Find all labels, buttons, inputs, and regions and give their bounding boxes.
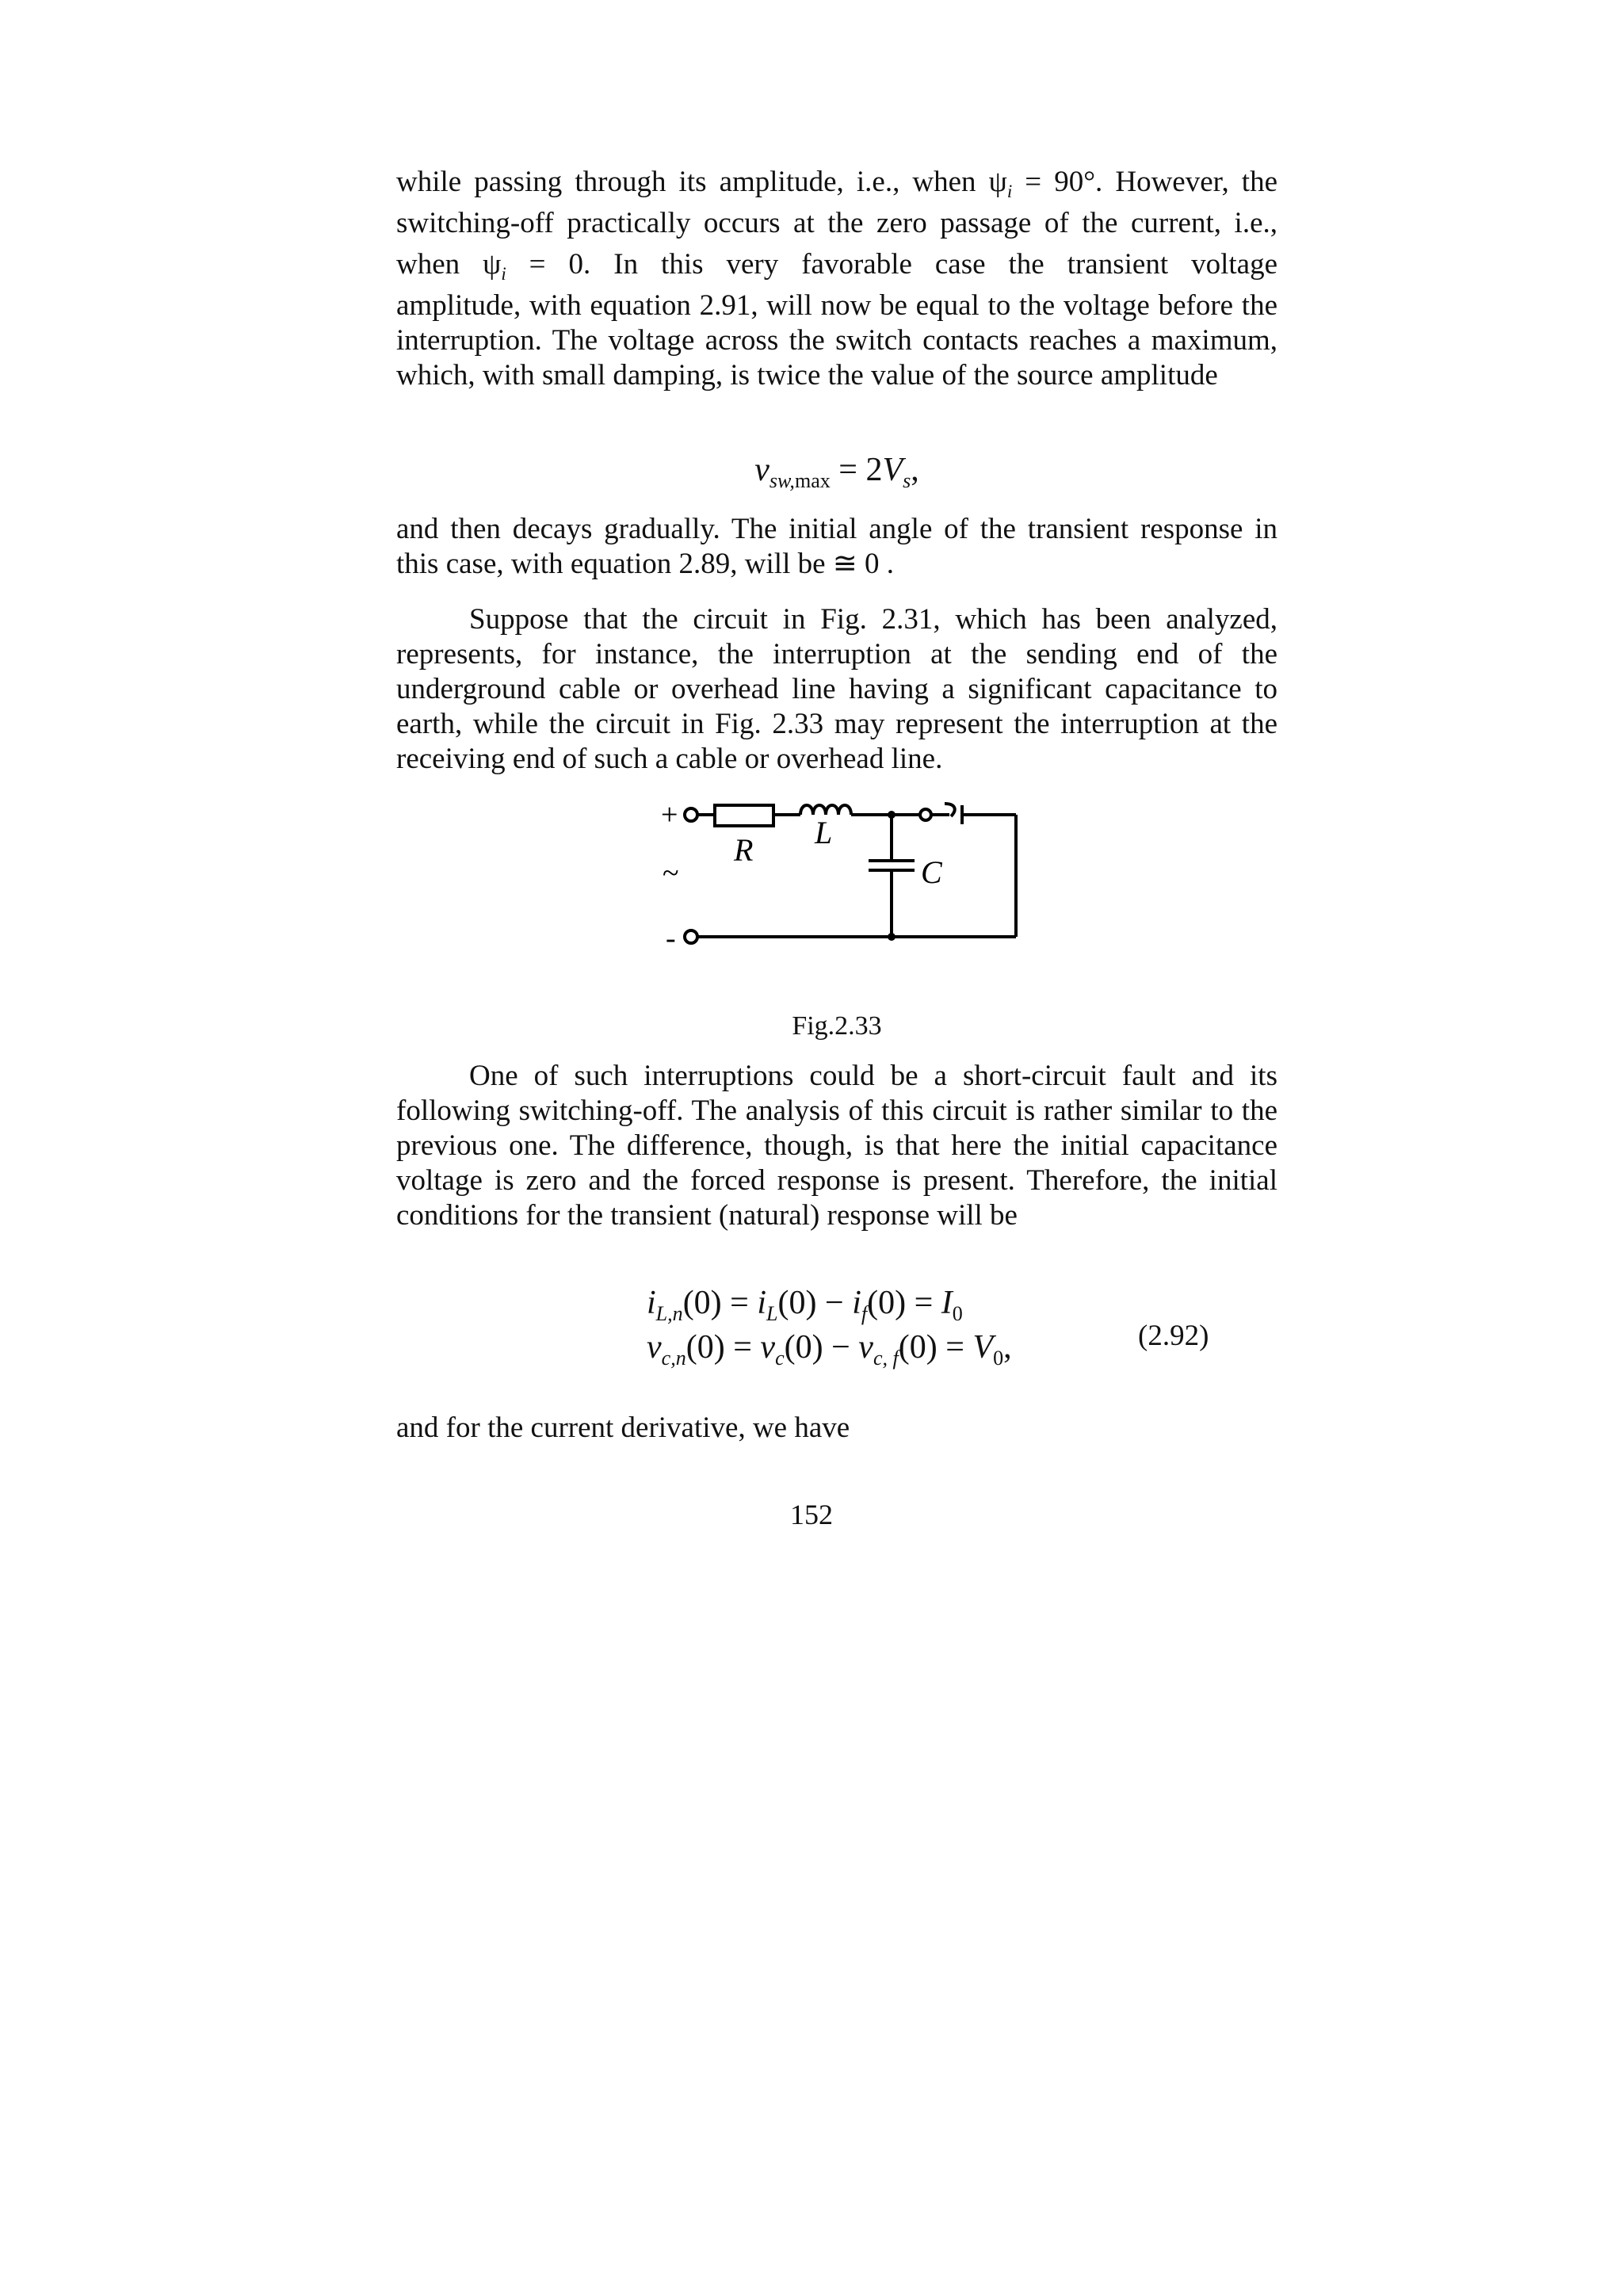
eq-symbol: I <box>941 1285 953 1321</box>
eq-subscript: L <box>766 1302 778 1326</box>
label-L: L <box>815 815 833 850</box>
eq-operator: (0) = <box>682 1285 758 1321</box>
paragraph-1 <box>396 162 1277 393</box>
eq-punctuation: , <box>911 452 919 488</box>
switch-contact <box>920 809 931 820</box>
label-plus: + <box>661 798 678 831</box>
page-number: 152 <box>790 1499 833 1530</box>
equation-number: (2.92) <box>1138 1320 1209 1352</box>
eq-operator: (0) = <box>898 1329 973 1366</box>
text: = 0. In this very favorable case the transient voltage <box>529 248 1277 281</box>
label-tilde: ~ <box>663 857 679 890</box>
paragraph-5 <box>396 1411 1277 1446</box>
eq-subscript: s <box>903 469 911 493</box>
eq-subscript: max <box>794 469 831 493</box>
terminal-plus <box>685 808 697 821</box>
psi-symbol: ψ <box>988 166 1007 198</box>
eq-operator: (0) = <box>867 1285 941 1321</box>
eq-subscript: 0 <box>993 1347 1004 1370</box>
paragraph-1-line-2: switching-off practically occurs at the zero passage of the current, i.e., <box>396 207 1277 239</box>
paragraph-4 <box>396 1059 1277 1233</box>
paragraph-4-text: One of such interruptions could be a short-circuit fault and its following switching-off. The analysis of this circuit is rather similar to the previous one. The difference, though, is that here the initial capacitance voltage is zero and the forced response is present. Therefore, the initial conditions for the transient (natural) response will be <box>396 1060 1277 1232</box>
text: when <box>396 248 460 281</box>
equation-vsw-max <box>396 450 1277 493</box>
paragraph-2-text: and then decays gradually. The initial angle of the transient response in this case, with equation 2.89, will be ≅ 0 . <box>396 513 1277 580</box>
figure-caption: Fig.2.33 <box>792 1011 882 1041</box>
text: = 90°. However, the <box>1012 166 1278 198</box>
eq-symbol: v <box>647 1329 662 1366</box>
text: while passing through its amplitude, i.e., when <box>396 166 976 198</box>
label-C: C <box>921 854 942 890</box>
eq-subscript: sw, <box>769 469 795 493</box>
inductor-symbol <box>800 805 851 815</box>
equation-2-92 <box>647 1281 1012 1370</box>
paragraph-2 <box>396 512 1277 582</box>
psi-subscript: i <box>501 264 506 285</box>
eq-symbol: V <box>972 1329 994 1366</box>
eq-operator: (0) − <box>784 1329 859 1366</box>
eq-punctuation: , <box>1003 1329 1012 1366</box>
resistor-symbol <box>715 805 773 826</box>
paragraph-1-rest: amplitude, with equation 2.91, will now be equal to the voltage before the interruption. The voltage across the switch contacts reaches a maximum, which, with small damping, is twice the value of the source amplitude <box>396 289 1277 392</box>
eq-operator: (0) = <box>685 1329 761 1366</box>
circuit-diagram <box>650 785 1030 967</box>
label-minus: - <box>666 922 676 955</box>
label-R: R <box>734 832 754 868</box>
equation-2-92-line-1 <box>647 1281 1012 1325</box>
terminal-minus <box>685 930 697 943</box>
equation-2-92-line-2 <box>647 1325 1012 1370</box>
eq-subscript: c, f <box>873 1347 899 1370</box>
eq-symbol: i <box>852 1285 861 1321</box>
paragraph-3-text: Suppose that the circuit in Fig. 2.31, which has been analyzed, represents, for instance, the interruption at the sending end of the underground cable or overhead line having a significant capacitance to earth, while the circuit in Fig. 2.33 may represent the interruption at the receiving end of such a cable or overhead line. <box>396 603 1277 775</box>
eq-subscript: f <box>861 1302 868 1326</box>
junction-dot <box>888 811 896 819</box>
eq-operator: (0) − <box>777 1285 853 1321</box>
paragraph-3 <box>396 602 1277 777</box>
eq-symbol: i <box>757 1285 767 1321</box>
eq-symbol: V <box>882 452 903 488</box>
paragraph-1-line-3 <box>396 244 1277 285</box>
paragraph-1-line-1 <box>396 162 1277 203</box>
eq-symbol: v <box>754 452 769 488</box>
eq-symbol: v <box>858 1329 873 1366</box>
junction-dot <box>888 933 896 941</box>
psi-subscript: i <box>1006 181 1013 202</box>
psi-symbol: ψ <box>483 248 502 281</box>
eq-symbol: v <box>760 1329 776 1366</box>
eq-operator: = 2 <box>830 452 883 488</box>
eq-subscript: 0 <box>952 1302 963 1326</box>
eq-subscript: c,n <box>661 1347 686 1370</box>
eq-subscript: c <box>775 1347 785 1370</box>
eq-symbol: i <box>647 1285 656 1321</box>
eq-subscript: L,n <box>655 1302 683 1326</box>
paragraph-5-text: and for the current derivative, we have <box>396 1412 850 1444</box>
